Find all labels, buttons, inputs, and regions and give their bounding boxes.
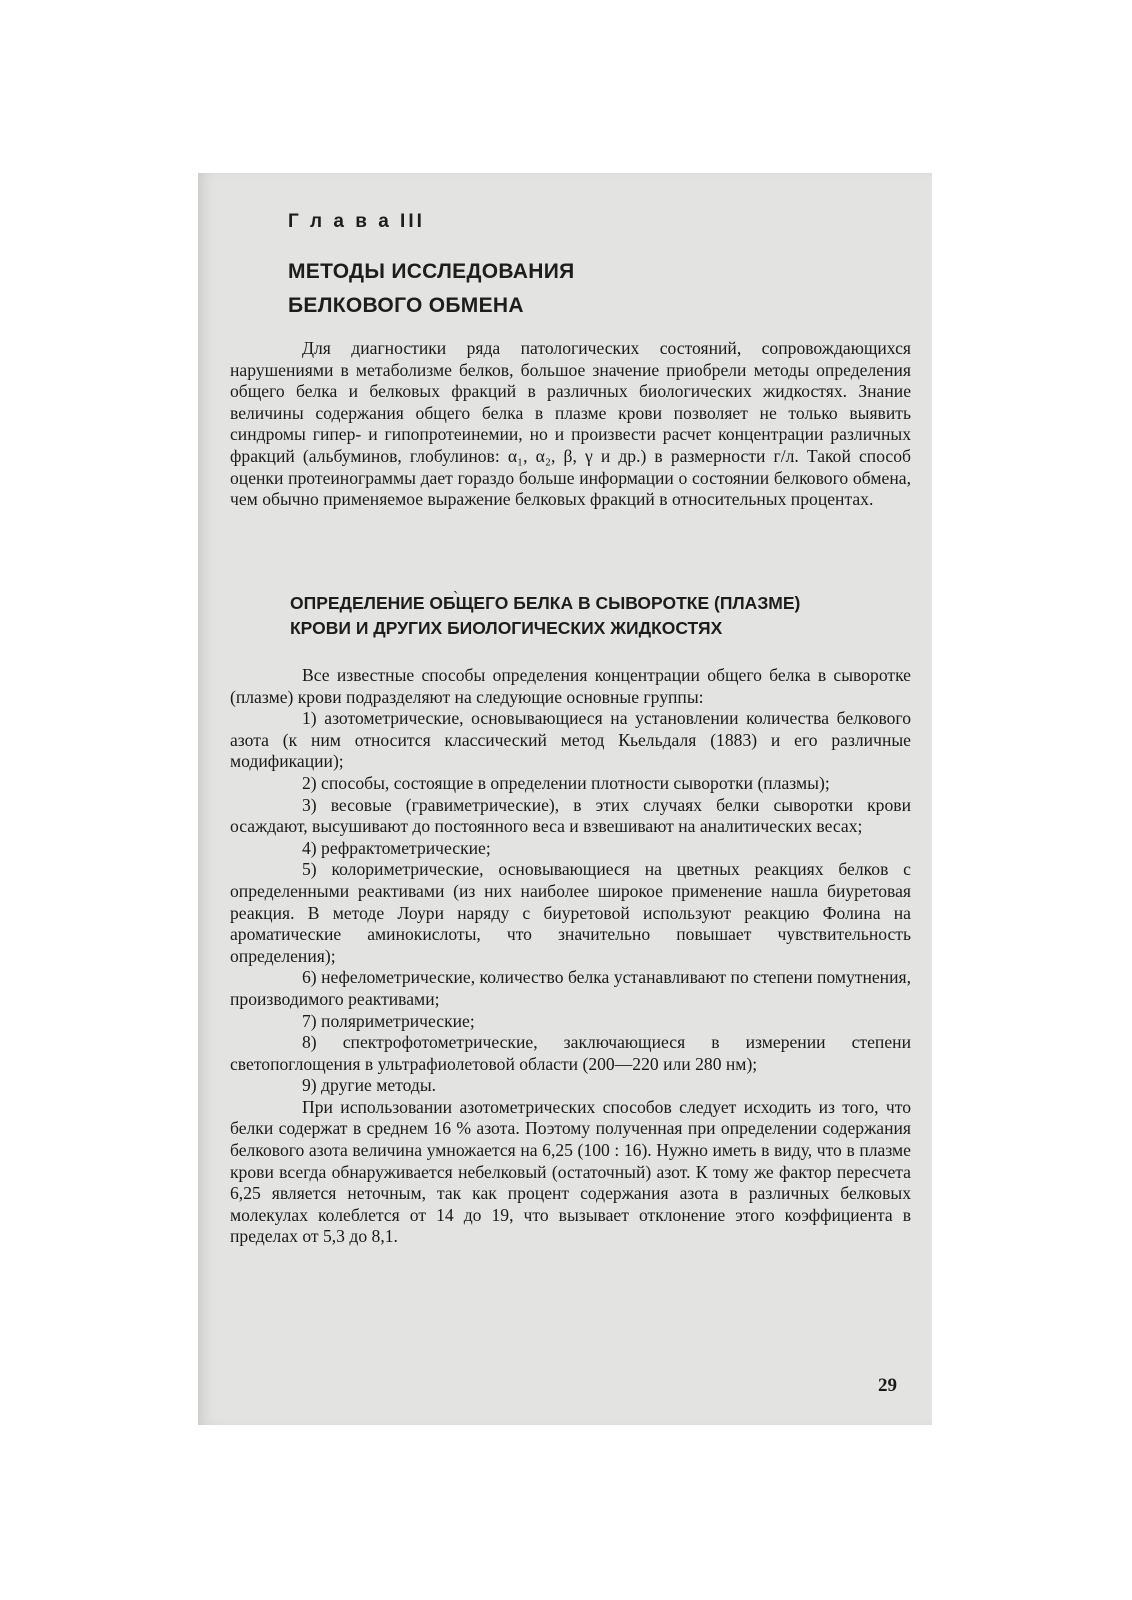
book-page xyxy=(198,173,932,1425)
chapter-title-line-2: БЕЛКОВОГО ОБМЕНА xyxy=(288,294,524,317)
method-item-5: 5) колориметрические, основывающиеся на цветных реакциях белков с определенными реактивами (из них наиболее широкое применение нашла биуретовая реакция. В методе Лоури наряду с биуретовой используют реакцию Фолина на ароматические аминокислоты, что значительно повышает чувствительность определения); xyxy=(230,859,911,966)
closing-paragraph: При использовании азотометрических способов следует исходить из того, что белки содержат в среднем 16 % азота. Поэтому полученная при определении содержания белкового азота величина умножается на 6,25 (100 : 16). Нужно иметь в виду, что в плазме крови всегда обнаруживается небелковый (остаточный) азот. К тому же фактор пересчета 6,25 является неточным, так как процент содержания азота в различных белковых молекулах колеблется от 14 до 19, что вызывает отклонение этого коэффициента в пределах от 5,3 до 8,1. xyxy=(230,1096,911,1247)
intro-paragraph: Для диагностики ряда патологических состояний, сопровождающихся нарушениями в метаболизме белков, большое значение приобрели методы определения общего белка и белковых фракций в различных биологических жидкостях. Знание величины содержания общего белка в плазме крови позволяет не только выявить синдромы гипер- и гипопротеинемии, но и произвести расчет концентрации различных фракций (альбуминов, глобулинов: α₁, α₂, β, γ и др.) в размерности г/л. Такой способ оценки протеинограммы дает гораздо больше информации о состоянии белкового обмена, чем обычно применяемое выражение белковых фракций в относительных процентах. xyxy=(230,338,911,510)
method-item-4: 4) рефрактометрические; xyxy=(302,837,491,858)
stray-mark: ˏ xyxy=(453,577,459,594)
chapter-title-line-1: МЕТОДЫ ИССЛЕДОВАНИЯ xyxy=(288,260,575,283)
section-body xyxy=(230,665,911,1248)
page-number: 29 xyxy=(878,1375,897,1396)
section-heading-line-1: ОПРЕДЕЛЕНИЕ ОБЩЕГО БЕЛКА В СЫВОРОТКЕ (ПЛАЗМЕ) xyxy=(290,593,801,613)
method-item-3: 3) весовые (гравиметрические), в этих случаях белки сыворотки крови осаждают, высушивают до постоянного веса и взвешивают на аналитических весах; xyxy=(230,794,911,837)
intro-paragraph-block xyxy=(230,338,911,511)
section-heading xyxy=(290,591,910,641)
method-item-1: 1) азотометрические, основывающиеся на установлении количества белкового азота (к ним относится классический метод Кьельдаля (1883) и его различные модификации); xyxy=(230,708,911,772)
chapter-title xyxy=(288,255,888,323)
section-heading-line-2: КРОВИ И ДРУГИХ БИОЛОГИЧЕСКИХ ЖИДКОСТЯХ xyxy=(290,618,723,638)
lead-paragraph: Все известные способы определения концентрации общего белка в сыворотке (плазме) крови подразделяют на следующие основные группы: xyxy=(230,665,911,707)
chapter-heading: Г л а в а III xyxy=(288,211,425,232)
method-item-7: 7) поляриметрические; xyxy=(302,1010,475,1031)
method-item-2: 2) способы, состоящие в определении плотности сыворотки (плазмы); xyxy=(302,772,830,793)
method-item-8: 8) спектрофотометрические, заключающиеся в измерении степени светопоглощения в ультрафиолетовой области (200—220 или 280 нм); xyxy=(230,1032,911,1074)
method-item-6: 6) нефелометрические, количество белка устанавливают по степени помутнения, производимого реактивами; xyxy=(230,967,911,1009)
method-item-9: 9) другие методы. xyxy=(302,1075,437,1096)
